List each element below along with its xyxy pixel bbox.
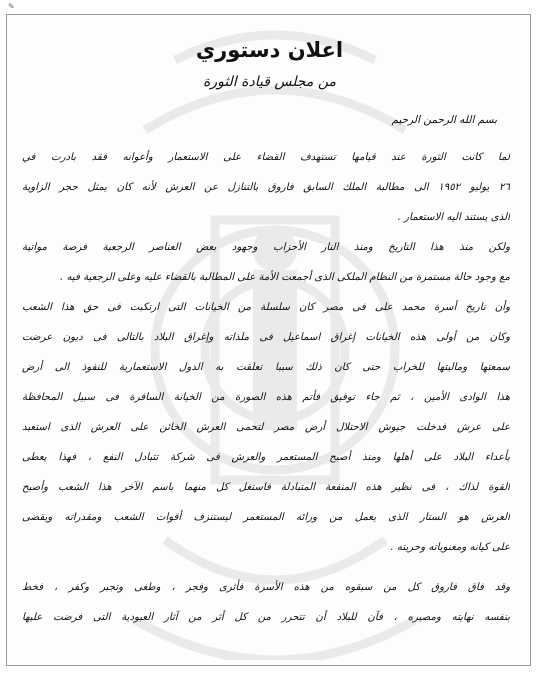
- text-line: وكان من أولى هذه الخيانات إغراق اسماعيل فى ملذاته وإغراق البلاد بالتالى فى ديون عرضت: [22, 332, 510, 343]
- text-line: على عرش فدخلت جيوش الاحتلال أرض مصر لتحمى العرش الخائن على العرش الذى استعبد: [22, 422, 510, 433]
- text-line: بنفسه نهايته ومصيره ، فآن للبلاد أن تتحرر من كل أثر من آثار العبودية التى فرضت عليها: [22, 612, 510, 623]
- corner-mark: ✎: [8, 2, 15, 11]
- text-line: وقد فاق فاروق كل من سبقوه من هذه الأسرة فأثرى وفجر ، وطغى وتجبر وكفر ، فخط: [22, 582, 510, 593]
- text-line: الذى يستند اليه الاستعمار .: [397, 212, 510, 223]
- paragraph-3: [22, 293, 510, 563]
- text-line: لما كانت الثورة عند قيامها تستهدف القضاء على الاستعمار وأعوانه فقد بادرت في: [22, 152, 510, 163]
- document-title: اعلان دستوري: [195, 38, 344, 62]
- text-line: وأن تاريخ أسرة محمد على فى مصر كان سلسلة من الخيانات التى ارتكبت فى حق هذا الشعب: [22, 302, 510, 313]
- paragraph-1: [22, 143, 510, 233]
- paragraph-4: [22, 573, 510, 633]
- text-line: بأعداء البلاد على أهلها ومنذ أصبح المستعمر والعرش فى شركة تتبادل النفع ، فهذا يعطى: [22, 452, 510, 463]
- text-line: هذا الوادى الأمين ، ثم جاء توفيق فأتم هذه الصورة من الخيانة السافرة فى سبيل المحافظة: [22, 392, 510, 403]
- text-line: على كيانه ومعنوياته وحريته .: [390, 542, 510, 553]
- text-line: القوة لذاك ، فى نظير هذه المنفعة المتبادلة فاستغل كل منهما باسم الآخر هذا الشعب وأصبح: [22, 482, 510, 493]
- text-line: مع وجود حالة مستمرة من النظام الملكى الذى أجمعت الأمة على المطالبة بالقضاء عليه وعلى الرجعية فيه .: [59, 272, 510, 283]
- text-line: العرش هو الستار الذى يعمل من ورائه المستعمر ليستنزف أقوات الشعب ومقدراته ويقضى: [22, 512, 510, 523]
- text-line: ٢٦ يوليو ١٩٥٢ الى مطالبة الملك السابق فاروق بالتنازل عن العرش لأنه كان يمثل حجر الزاوية: [22, 182, 510, 193]
- text-line: ولكن منذ هذا التاريخ ومنذ النار الأحزاب وجهود بعض العناصر الرجعية فرصة مواتية: [22, 242, 510, 253]
- text-line: سمعتها وماليتها للخراب حتى كان ذلك سببا تعلقت به الدول الاستعمارية للنفوذ الى أرض: [22, 362, 510, 373]
- paragraph-2: [22, 233, 510, 293]
- basmala: بسم الله الرحمن الرحيم: [391, 114, 497, 126]
- document-subtitle: من مجلس قيادة الثورة: [203, 74, 336, 90]
